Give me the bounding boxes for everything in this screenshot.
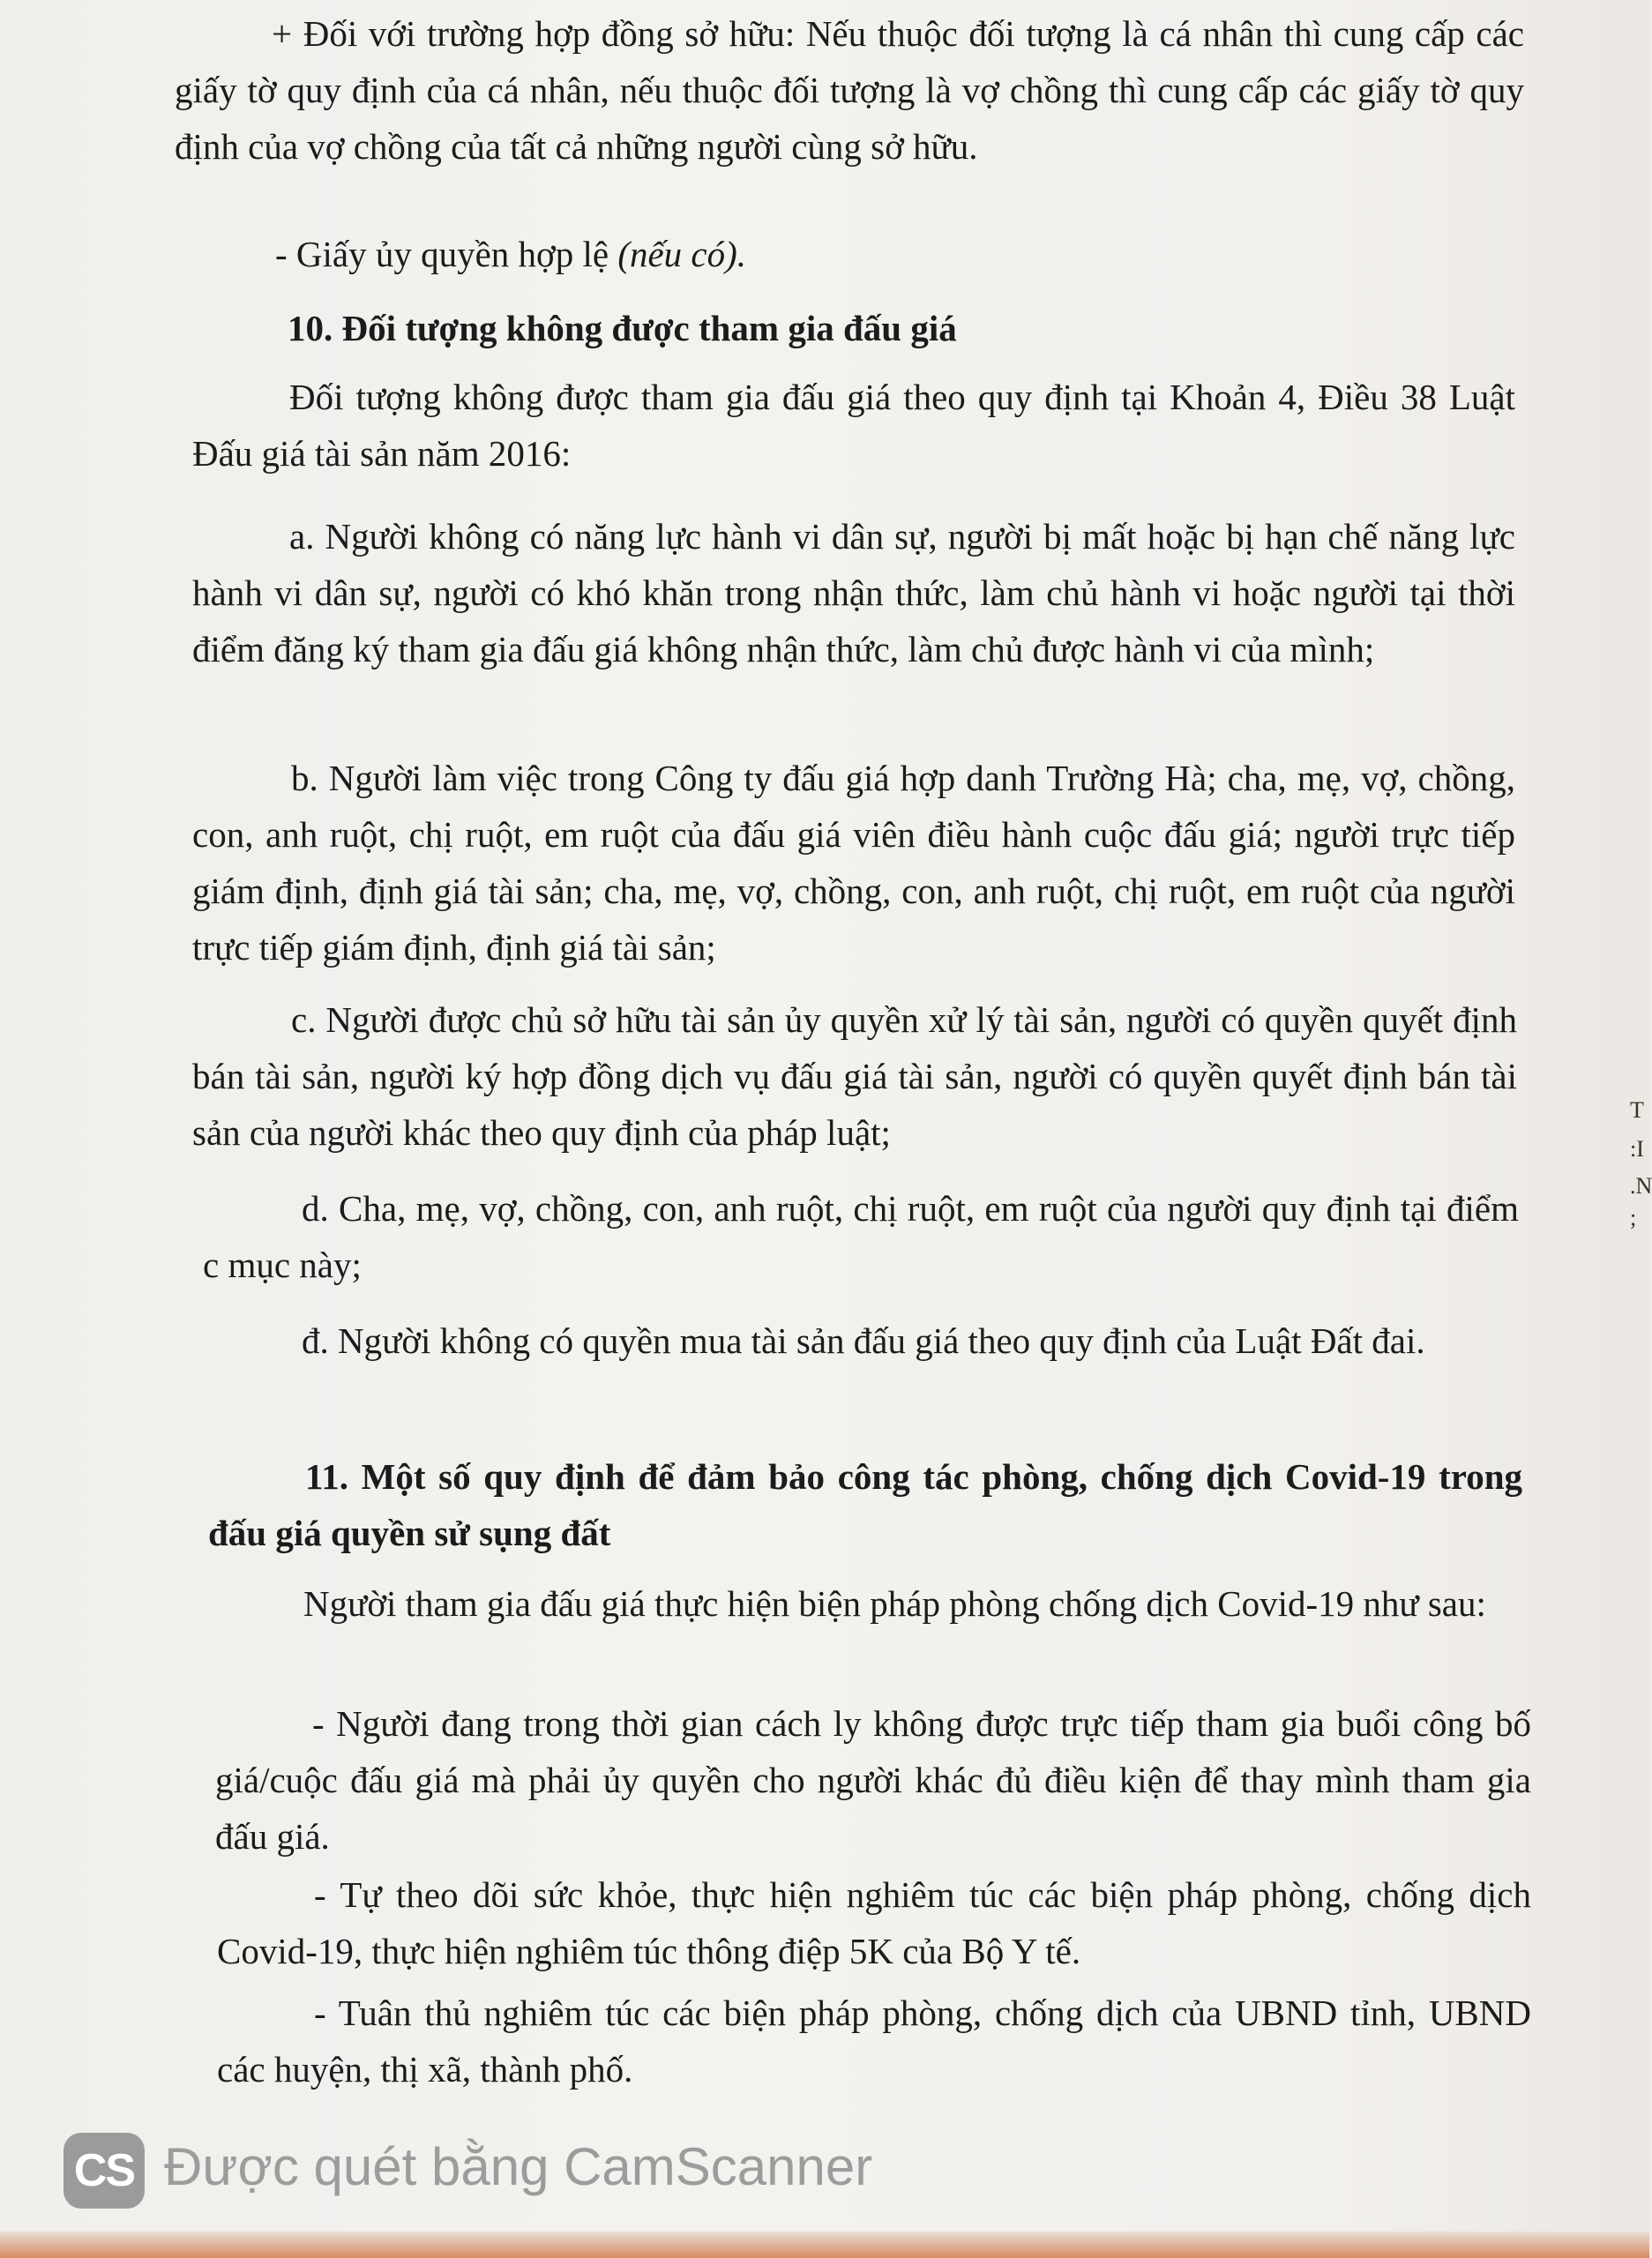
camscanner-logo-text: CS (73, 2145, 135, 2196)
list-item-c: c. Người được chủ sở hữu tài sản ủy quyền xử lý tài sản, người có quyền quyết định bán tài sản, người ký hợp đồng dịch vụ đấu giá tài sản, người có quyền quyết định bán tài sản của người khác theo quy định của pháp luật; (192, 999, 1517, 1153)
camscanner-watermark: Được quét bằng CamScanner (164, 2137, 873, 2196)
authorization-note: (nếu có). (617, 234, 747, 274)
covid-rule-1: - Người đang trong thời gian cách ly không được trực tiếp tham gia buổi công bố giá/cuộc đấu giá mà phải ủy quyền cho người khác đủ điều kiện để thay mình tham gia đấu giá. (215, 1703, 1531, 1857)
adjacent-page-edge (1614, 1006, 1652, 1297)
list-item-dd: đ. Người không có quyền mua tài sản đấu giá theo quy định của Luật Đất đai. (302, 1320, 1425, 1361)
authorization-text: - Giấy ủy quyền hợp lệ (275, 234, 618, 274)
covid-rule-2: - Tự theo dõi sức khỏe, thực hiện nghiêm túc các biện pháp phòng, chống dịch Covid-19, thực hiện nghiêm túc thông điệp 5K của Bộ Y tế. (217, 1874, 1531, 1971)
edge-mark: T (1630, 1097, 1644, 1123)
list-item-a: a. Người không có năng lực hành vi dân sự, người bị mất hoặc bị hạn chế năng lực hành vi dân sự, người có khó khăn trong nhận thức, làm chủ hành vi hoặc người tại thời điểm đăng ký tham gia đấu giá không nhận thức, làm chủ được hành vi của mình; (192, 516, 1515, 669)
heading-section-10: 10. Đối tượng không được tham gia đấu giá (288, 308, 957, 348)
covid-rule-3: - Tuân thủ nghiêm túc các biện pháp phòng, chống dịch của UBND tỉnh, UBND các huyện, thị xã, thành phố. (217, 1993, 1531, 2090)
paragraph-section-10-intro: Đối tượng không được tham gia đấu giá theo quy định tại Khoản 4, Điều 38 Luật Đấu giá tài sản năm 2016: (192, 377, 1515, 474)
edge-mark: :I (1630, 1136, 1644, 1162)
camscanner-logo-icon (64, 2133, 145, 2209)
list-item-d: d. Cha, mẹ, vợ, chồng, con, anh ruột, chị ruột, em ruột của người quy định tại điểm c mục này; (203, 1188, 1519, 1285)
list-item-b: b. Người làm việc trong Công ty đấu giá hợp danh Trường Hà; cha, mẹ, vợ, chồng, con, anh ruột, chị ruột, em ruột của đấu giá viên điều hành cuộc đấu giá; người trực tiếp giám định, định giá tài sản; cha, mẹ, vợ, chồng, con, anh ruột, chị ruột, em ruột của người trực tiếp giám định, định giá tài sản; (192, 758, 1515, 968)
scan-bottom-edge (0, 2232, 1649, 2258)
heading-section-11: 11. Một số quy định để đảm bảo công tác phòng, chống dịch Covid-19 trong đấu giá quyền sử sụng đất (208, 1456, 1522, 1553)
paragraph-joint-ownership: + Đối với trường hợp đồng sở hữu: Nếu thuộc đối tượng là cá nhân thì cung cấp các giấy tờ quy định của cá nhân, nếu thuộc đối tượng là vợ chồng thì cung cấp các giấy tờ quy định của vợ chồng của tất cả những người cùng sở hữu. (175, 13, 1524, 167)
edge-mark: ; (1630, 1205, 1637, 1230)
edge-mark: .N (1630, 1173, 1652, 1199)
paragraph-section-11-intro: Người tham gia đấu giá thực hiện biện pháp phòng chống dịch Covid-19 như sau: (303, 1583, 1486, 1624)
paragraph-authorization (275, 226, 1510, 282)
